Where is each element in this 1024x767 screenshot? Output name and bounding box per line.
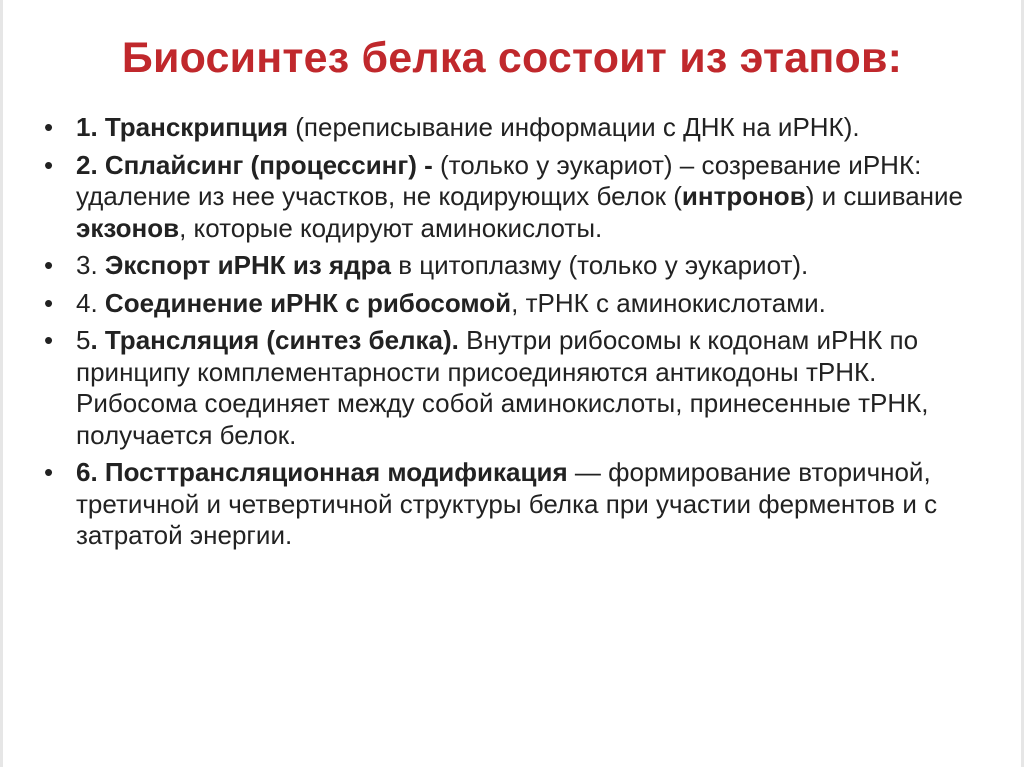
list-item (44, 325, 994, 451)
bullet-list (44, 112, 994, 558)
text-segment: , тРНК с аминокислотами. (511, 287, 826, 318)
list-item (44, 288, 994, 320)
list-item (44, 457, 994, 552)
text-segment: 5 (76, 325, 91, 355)
bullet-icon: • (44, 250, 54, 280)
bullet-icon: • (44, 325, 54, 355)
text-segment: (только у эукариот) – созревание иРНК: удаление из нее участков, не кодирующих белок ( (76, 149, 922, 211)
text-segment: ) и сшивание (805, 181, 964, 211)
text-segment: в цитоплазму (только у эукариот). (390, 250, 809, 280)
slide-left-edge (0, 0, 3, 767)
bullet-icon: • (44, 457, 54, 487)
bullet-icon: • (44, 287, 54, 318)
text-segment: 2. Сплайсинг (процессинг) - (76, 149, 433, 180)
text-segment: 3. (76, 250, 105, 280)
bullet-icon: • (44, 112, 54, 142)
text-segment: , которые кодируют аминокислоты. (179, 212, 603, 243)
text-segment: Соединение иРНК с рибосомой (104, 287, 512, 318)
text-segment: экзонов (76, 212, 180, 243)
list-item (44, 150, 994, 245)
text-segment: 4. (76, 287, 105, 318)
text-segment: интронов (681, 181, 806, 211)
text-segment: 1. Транскрипция (76, 112, 289, 142)
bullet-icon: • (44, 149, 54, 180)
text-segment: . Трансляция (синтез белка). (90, 325, 459, 355)
list-item (44, 250, 994, 282)
text-segment: Экспорт иРНК из ядра (104, 250, 391, 280)
text-segment: Внутри рибосомы к кодонам иРНК по принципу комплементарности присоединяются антикодоны тРНК. Рибосома соединяет между собой аминокислоты, принесенные тРНК, получается белок. (76, 325, 929, 450)
slide-title: Биосинтез белка состоит из этапов: (121, 34, 903, 82)
text-segment: — формирование вторичной, третичной и четвертичной структуры белка при участии ферментов и с затратой энергии. (76, 457, 938, 550)
text-segment: 6. Посттрансляционная модификация (76, 457, 568, 487)
list-item (44, 112, 994, 144)
text-segment: (переписывание информации с ДНК на иРНК). (288, 112, 860, 142)
